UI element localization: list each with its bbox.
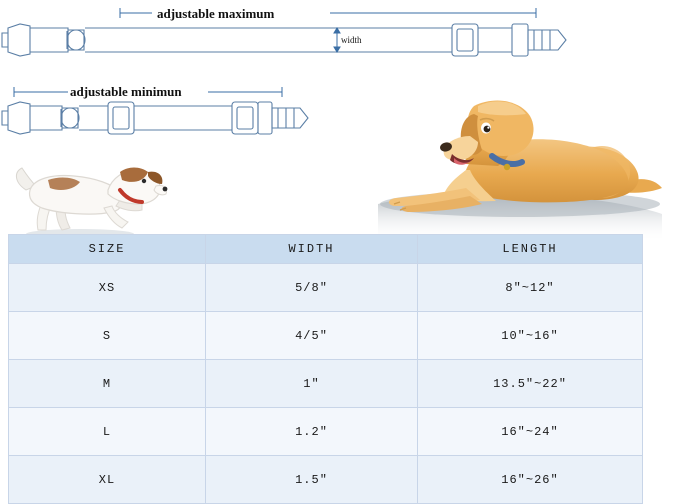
cell-width: 1" — [206, 360, 418, 408]
cell-length: 16"~24" — [418, 408, 643, 456]
cell-size: XS — [9, 264, 206, 312]
adjustable-maximum-label: adjustable maximum — [157, 6, 275, 21]
cell-length: 10"~16" — [418, 312, 643, 360]
table-row — [9, 456, 643, 504]
lying-dog-illustration — [370, 92, 670, 242]
cell-length: 16"~26" — [418, 456, 643, 504]
table-header-row — [9, 235, 643, 264]
header-length: LENGTH — [418, 235, 643, 264]
cell-size: S — [9, 312, 206, 360]
table-row — [9, 264, 643, 312]
cell-length: 8"~12" — [418, 264, 643, 312]
collar-min-diagram — [2, 102, 308, 134]
cell-size: L — [9, 408, 206, 456]
cell-width: 4/5" — [206, 312, 418, 360]
cell-width: 5/8" — [206, 264, 418, 312]
cell-size: M — [9, 360, 206, 408]
table-row — [9, 312, 643, 360]
adjustable-minimum-label: adjustable minimun — [70, 84, 182, 99]
width-dimension-line — [334, 28, 340, 52]
cell-width: 1.2" — [206, 408, 418, 456]
width-dimension-label: width — [341, 35, 362, 45]
cell-length: 13.5"~22" — [418, 360, 643, 408]
size-table — [8, 234, 643, 504]
cell-width: 1.5" — [206, 456, 418, 504]
table-row — [9, 408, 643, 456]
running-dog-illustration — [8, 150, 168, 240]
table-row — [9, 360, 643, 408]
collar-max-diagram — [2, 24, 566, 56]
header-size: SIZE — [9, 235, 206, 264]
cell-size: XL — [9, 456, 206, 504]
header-width: WIDTH — [206, 235, 418, 264]
